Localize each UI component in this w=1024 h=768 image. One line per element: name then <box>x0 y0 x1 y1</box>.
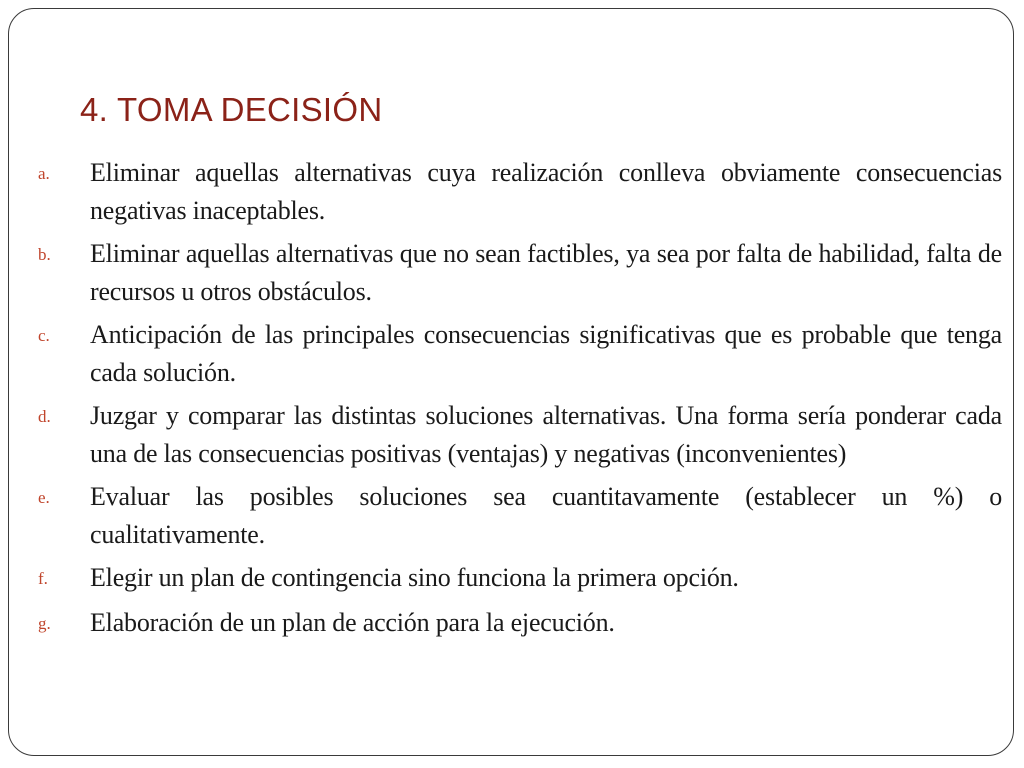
item-list <box>38 154 1002 649</box>
list-item-text: Juzgar y comparar las distintas soluciones alternativas. Una forma sería ponderar cada una de las consecuencias positivas (ventajas) y negativas (inconvenientes) <box>90 401 1002 468</box>
list-marker: f. <box>38 569 48 588</box>
list-item-b <box>38 235 1002 311</box>
list-item-text: Eliminar aquellas alternativas cuya realización conlleva obviamente consecuencias negativas inaceptables. <box>90 158 1002 225</box>
list-marker: c. <box>38 326 50 345</box>
list-item-f <box>38 559 1002 599</box>
list-item-text: Eliminar aquellas alternativas que no sean factibles, ya sea por falta de habilidad, falta de recursos u otros obstáculos. <box>90 239 1002 306</box>
list-item-d <box>38 397 1002 473</box>
list-item-c <box>38 316 1002 392</box>
list-marker: b. <box>38 245 51 264</box>
list-item-text: Elegir un plan de contingencia sino funciona la primera opción. <box>90 563 739 592</box>
slide-title: 4. TOMA DECISIÓN <box>80 91 383 128</box>
list-marker: g. <box>38 614 51 633</box>
list-marker: e. <box>38 488 50 507</box>
list-marker: d. <box>38 407 51 426</box>
list-item-text: Elaboración de un plan de acción para la ejecución. <box>90 608 615 637</box>
list-item-g <box>38 604 1002 644</box>
list-item-text: Anticipación de las principales consecuencias significativas que es probable que tenga cada solución. <box>90 320 1002 387</box>
list-marker: a. <box>38 164 50 183</box>
list-item-a <box>38 154 1002 230</box>
list-item-e <box>38 478 1002 554</box>
list-item-text: Evaluar las posibles soluciones sea cuantitavamente (establecer un %) o cualitativamente. <box>90 482 1002 549</box>
